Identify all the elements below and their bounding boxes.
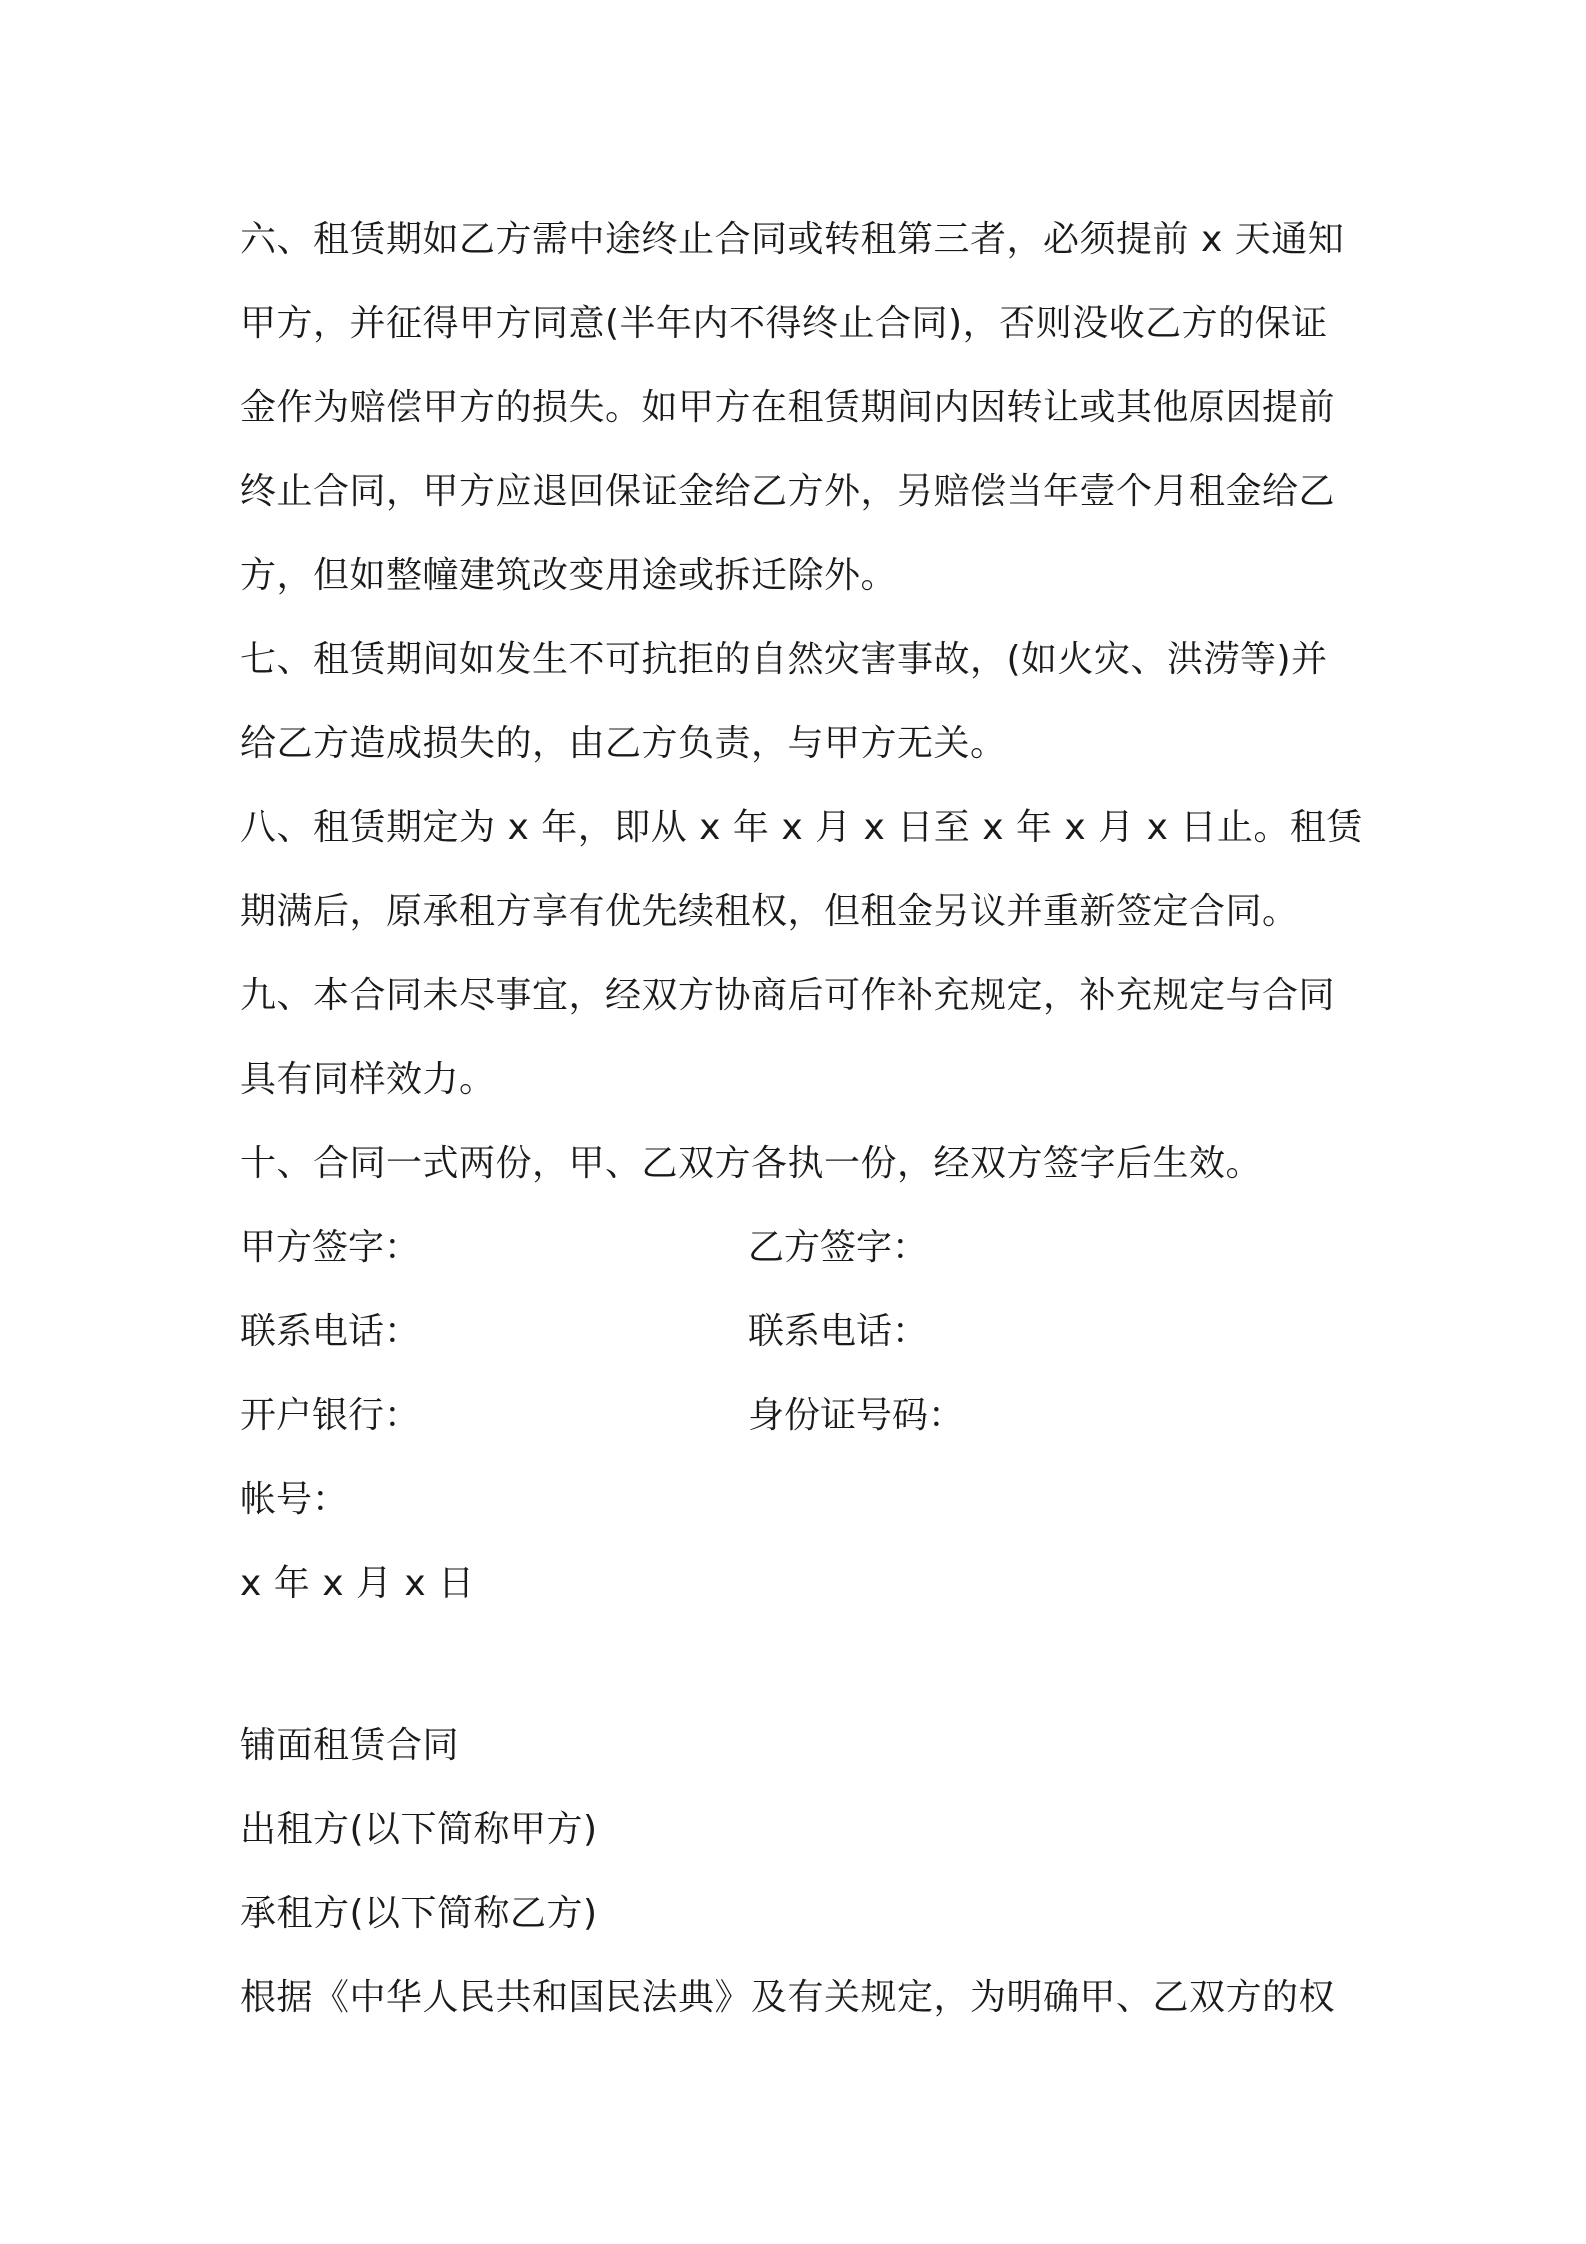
clause-8-line: 期满后，原承租方享有优先续租权，但租金另议并重新签定合同。: [240, 891, 1299, 932]
lessee-line: 承租方(以下简称乙方): [240, 1893, 598, 1934]
party-a-phone-label: 联系电话：: [240, 1311, 421, 1352]
clause-8-line: 八、租赁期定为 x 年，即从 x 年 x 月 x 日至 x 年 x 月 x 日止。租赁: [240, 807, 1363, 848]
next-contract: [240, 1704, 1360, 2040]
clause-6: [240, 198, 1360, 618]
clause-6-line: 方，但如整幢建筑改变用途或拆迁除外。: [240, 555, 898, 596]
clause-7-line: 七、租赁期间如发生不可抗拒的自然灾害事故，(如火灾、洪涝等)并: [240, 639, 1328, 680]
party-b-sign-label: 乙方签字：: [748, 1227, 929, 1268]
party-b-id-label: 身份证号码：: [748, 1395, 965, 1436]
lessor-line: 出租方(以下简称甲方): [240, 1809, 598, 1850]
clause-7: [240, 618, 1360, 786]
clause-6-line: 终止合同，甲方应退回保证金给乙方外，另赔偿当年壹个月租金给乙: [240, 471, 1336, 512]
clause-6-line: 甲方，并征得甲方同意(半年内不得终止合同)，否则没收乙方的保证: [240, 303, 1328, 344]
document-page: [240, 198, 1363, 2040]
clause-6-line: 六、租赁期如乙方需中途终止合同或转租第三者，必须提前 x 天通知: [240, 219, 1345, 260]
party-a-bank-label: 开户银行：: [240, 1395, 421, 1436]
clause-8: [240, 786, 1363, 954]
account-label: 帐号：: [240, 1479, 349, 1520]
clause-9: [240, 954, 1360, 1122]
intro-line: 根据《中华人民共和国民法典》及有关规定，为明确甲、乙双方的权: [240, 1977, 1336, 2018]
clause-6-line: 金作为赔偿甲方的损失。如甲方在租赁期间内因转让或其他原因提前: [240, 387, 1336, 428]
clause-9-line: 九、本合同未尽事宜，经双方协商后可作补充规定，补充规定与合同: [240, 975, 1336, 1016]
party-b-phone-label: 联系电话：: [748, 1311, 929, 1352]
signature-row: [240, 1206, 1360, 1290]
phone-row: [240, 1290, 1360, 1374]
clause-7-line: 给乙方造成损失的，由乙方负责，与甲方无关。: [240, 723, 1007, 764]
bank-id-row: [240, 1374, 1360, 1458]
account-row: [240, 1458, 1360, 1542]
clause-9-line: 具有同样效力。: [240, 1059, 496, 1100]
section-gap: [240, 1626, 1360, 1704]
signature-block: [240, 1206, 1360, 1626]
date-line: x 年 x 月 x 日: [240, 1563, 475, 1604]
clause-10-line: 十、合同一式两份，甲、乙双方各执一份，经双方签字后生效。: [240, 1143, 1263, 1184]
contract-title: 铺面租赁合同: [240, 1725, 460, 1766]
party-a-sign-label: 甲方签字：: [240, 1227, 421, 1268]
clause-10: [240, 1122, 1360, 1206]
